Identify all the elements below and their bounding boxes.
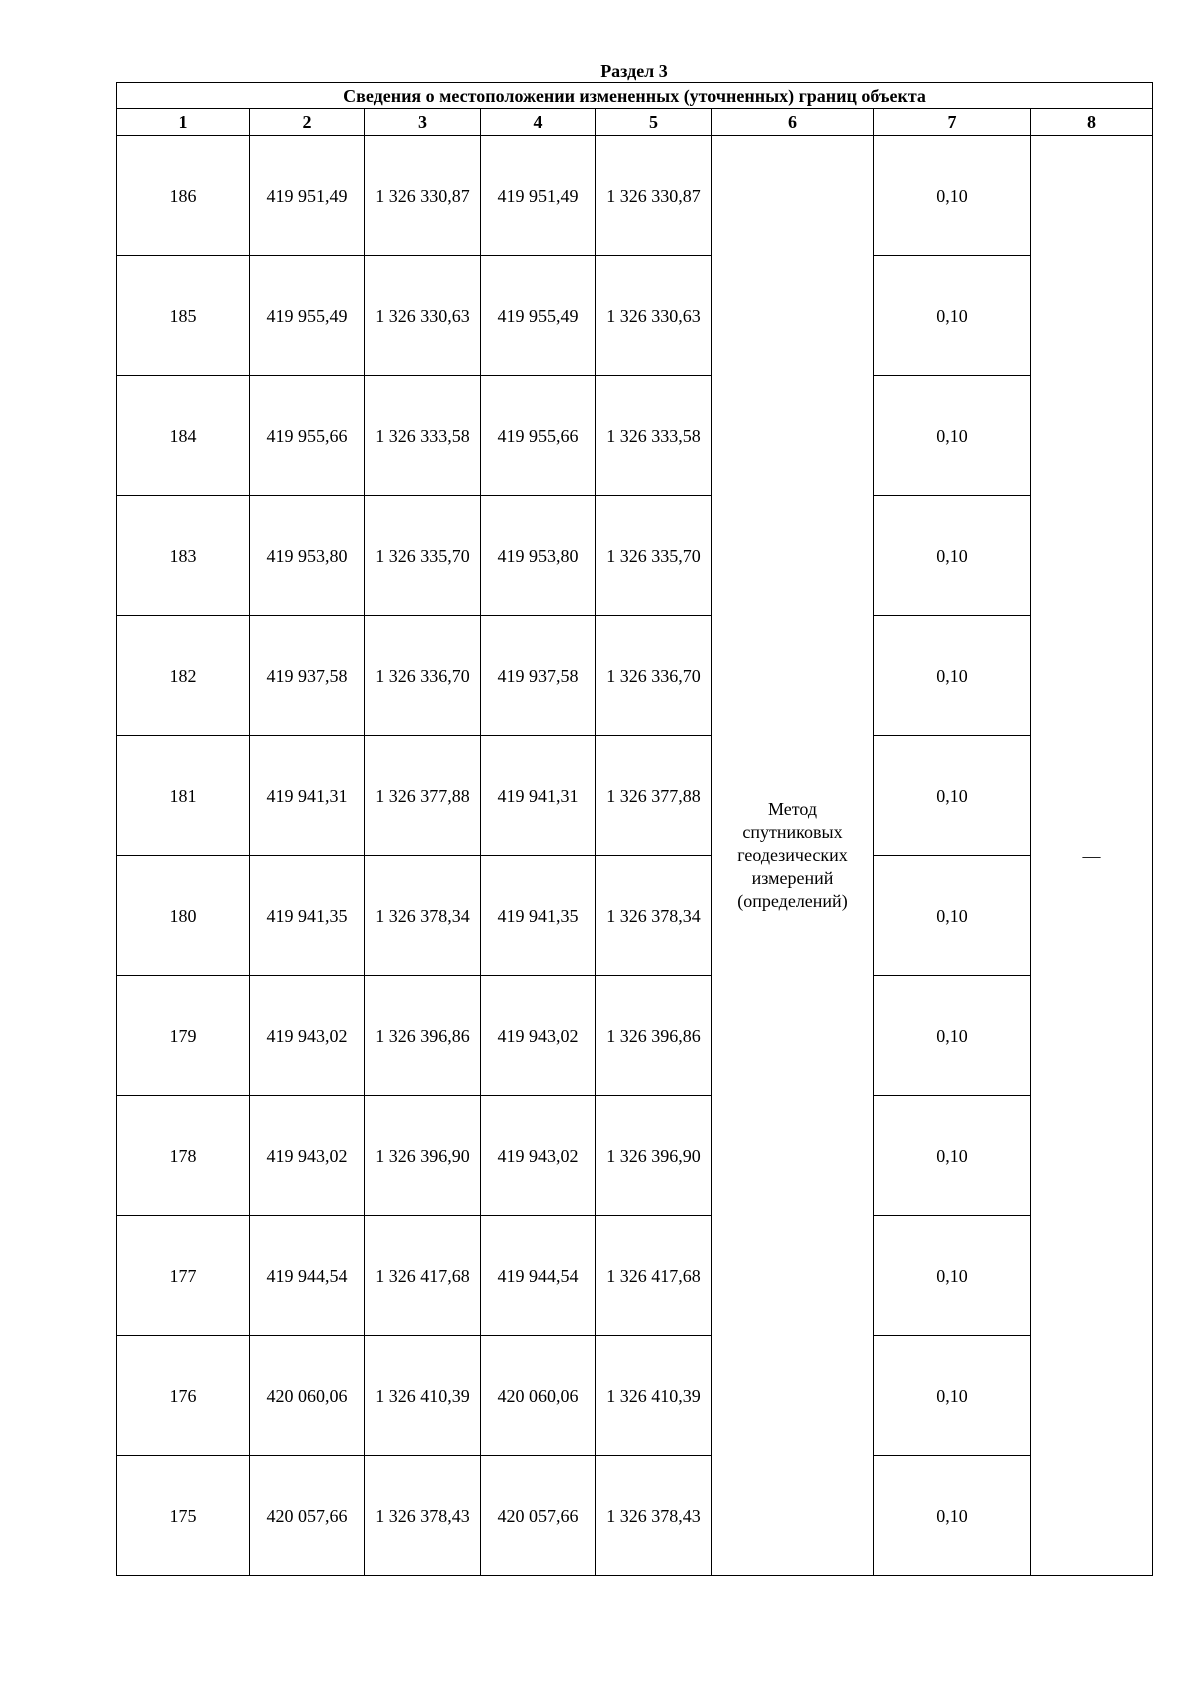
- column8-cell: —: [1031, 136, 1153, 1576]
- point-number-cell: 177: [117, 1216, 250, 1336]
- accuracy-cell: 0,10: [874, 976, 1031, 1096]
- x-existing-cell: 419 943,02: [250, 1096, 365, 1216]
- accuracy-cell: 0,10: [874, 736, 1031, 856]
- y-existing-cell: 1 326 417,68: [365, 1216, 481, 1336]
- point-number-cell: 182: [117, 616, 250, 736]
- point-number-cell: 186: [117, 136, 250, 256]
- y-existing-cell: 1 326 335,70: [365, 496, 481, 616]
- y-refined-cell: 1 326 378,34: [596, 856, 712, 976]
- table-row: [117, 1216, 1153, 1336]
- x-existing-cell: 419 953,80: [250, 496, 365, 616]
- y-existing-cell: 1 326 377,88: [365, 736, 481, 856]
- table-row: [117, 256, 1153, 376]
- table-caption: Сведения о местоположении измененных (уточненных) границ объекта: [117, 83, 1153, 109]
- y-existing-cell: 1 326 410,39: [365, 1336, 481, 1456]
- accuracy-cell: 0,10: [874, 376, 1031, 496]
- y-refined-cell: 1 326 396,86: [596, 976, 712, 1096]
- column-number: 5: [596, 109, 712, 136]
- y-existing-cell: 1 326 336,70: [365, 616, 481, 736]
- table-row: [117, 856, 1153, 976]
- y-refined-cell: 1 326 333,58: [596, 376, 712, 496]
- y-existing-cell: 1 326 330,87: [365, 136, 481, 256]
- accuracy-cell: 0,10: [874, 1096, 1031, 1216]
- point-number-cell: 178: [117, 1096, 250, 1216]
- x-existing-cell: 419 955,49: [250, 256, 365, 376]
- table-row: [117, 1336, 1153, 1456]
- x-refined-cell: 419 941,35: [481, 856, 596, 976]
- y-existing-cell: 1 326 333,58: [365, 376, 481, 496]
- accuracy-cell: 0,10: [874, 616, 1031, 736]
- column-number: 1: [117, 109, 250, 136]
- y-existing-cell: 1 326 378,43: [365, 1456, 481, 1576]
- accuracy-cell: 0,10: [874, 856, 1031, 976]
- x-existing-cell: 419 941,35: [250, 856, 365, 976]
- x-refined-cell: 419 943,02: [481, 1096, 596, 1216]
- point-number-cell: 181: [117, 736, 250, 856]
- column-number: 2: [250, 109, 365, 136]
- accuracy-cell: 0,10: [874, 496, 1031, 616]
- method-cell: [712, 136, 874, 1576]
- x-existing-cell: 419 955,66: [250, 376, 365, 496]
- y-refined-cell: 1 326 330,87: [596, 136, 712, 256]
- table-row: [117, 496, 1153, 616]
- point-number-cell: 180: [117, 856, 250, 976]
- point-number-cell: 179: [117, 976, 250, 1096]
- x-refined-cell: 419 955,66: [481, 376, 596, 496]
- column-number: 6: [712, 109, 874, 136]
- accuracy-cell: 0,10: [874, 1216, 1031, 1336]
- x-existing-cell: 419 937,58: [250, 616, 365, 736]
- y-refined-cell: 1 326 330,63: [596, 256, 712, 376]
- accuracy-cell: 0,10: [874, 1336, 1031, 1456]
- point-number-cell: 185: [117, 256, 250, 376]
- accuracy-cell: 0,10: [874, 256, 1031, 376]
- y-existing-cell: 1 326 396,86: [365, 976, 481, 1096]
- table-row: [117, 1096, 1153, 1216]
- x-refined-cell: 419 955,49: [481, 256, 596, 376]
- table-caption-row: [117, 83, 1153, 109]
- table-row: [117, 616, 1153, 736]
- column-number-row: [117, 109, 1153, 136]
- table-row: [117, 376, 1153, 496]
- accuracy-cell: 0,10: [874, 1456, 1031, 1576]
- column-number: 7: [874, 109, 1031, 136]
- point-number-cell: 183: [117, 496, 250, 616]
- x-refined-cell: 420 057,66: [481, 1456, 596, 1576]
- x-refined-cell: 420 060,06: [481, 1336, 596, 1456]
- x-existing-cell: 419 944,54: [250, 1216, 365, 1336]
- x-refined-cell: 419 953,80: [481, 496, 596, 616]
- y-refined-cell: 1 326 377,88: [596, 736, 712, 856]
- table-row: [117, 1456, 1153, 1576]
- accuracy-cell: 0,10: [874, 136, 1031, 256]
- boundary-coordinates-table: [116, 82, 1153, 1576]
- y-refined-cell: 1 326 410,39: [596, 1336, 712, 1456]
- x-refined-cell: 419 943,02: [481, 976, 596, 1096]
- y-refined-cell: 1 326 378,43: [596, 1456, 712, 1576]
- table-row: [117, 136, 1153, 256]
- column-number: 8: [1031, 109, 1153, 136]
- table-row: [117, 736, 1153, 856]
- y-existing-cell: 1 326 330,63: [365, 256, 481, 376]
- column-number: 3: [365, 109, 481, 136]
- x-refined-cell: 419 944,54: [481, 1216, 596, 1336]
- table-row: [117, 976, 1153, 1096]
- x-refined-cell: 419 937,58: [481, 616, 596, 736]
- y-refined-cell: 1 326 335,70: [596, 496, 712, 616]
- y-refined-cell: 1 326 336,70: [596, 616, 712, 736]
- x-existing-cell: 420 057,66: [250, 1456, 365, 1576]
- x-refined-cell: 419 941,31: [481, 736, 596, 856]
- point-number-cell: 175: [117, 1456, 250, 1576]
- y-existing-cell: 1 326 396,90: [365, 1096, 481, 1216]
- x-existing-cell: 419 951,49: [250, 136, 365, 256]
- x-refined-cell: 419 951,49: [481, 136, 596, 256]
- y-existing-cell: 1 326 378,34: [365, 856, 481, 976]
- y-refined-cell: 1 326 417,68: [596, 1216, 712, 1336]
- x-existing-cell: 419 943,02: [250, 976, 365, 1096]
- table-body: [117, 136, 1153, 1576]
- x-existing-cell: 419 941,31: [250, 736, 365, 856]
- x-existing-cell: 420 060,06: [250, 1336, 365, 1456]
- y-refined-cell: 1 326 396,90: [596, 1096, 712, 1216]
- point-number-cell: 184: [117, 376, 250, 496]
- section-title: Раздел 3: [600, 61, 668, 81]
- point-number-cell: 176: [117, 1336, 250, 1456]
- column-number: 4: [481, 109, 596, 136]
- method-text: Метод спутниковых геодезических измерений (определений): [737, 799, 848, 911]
